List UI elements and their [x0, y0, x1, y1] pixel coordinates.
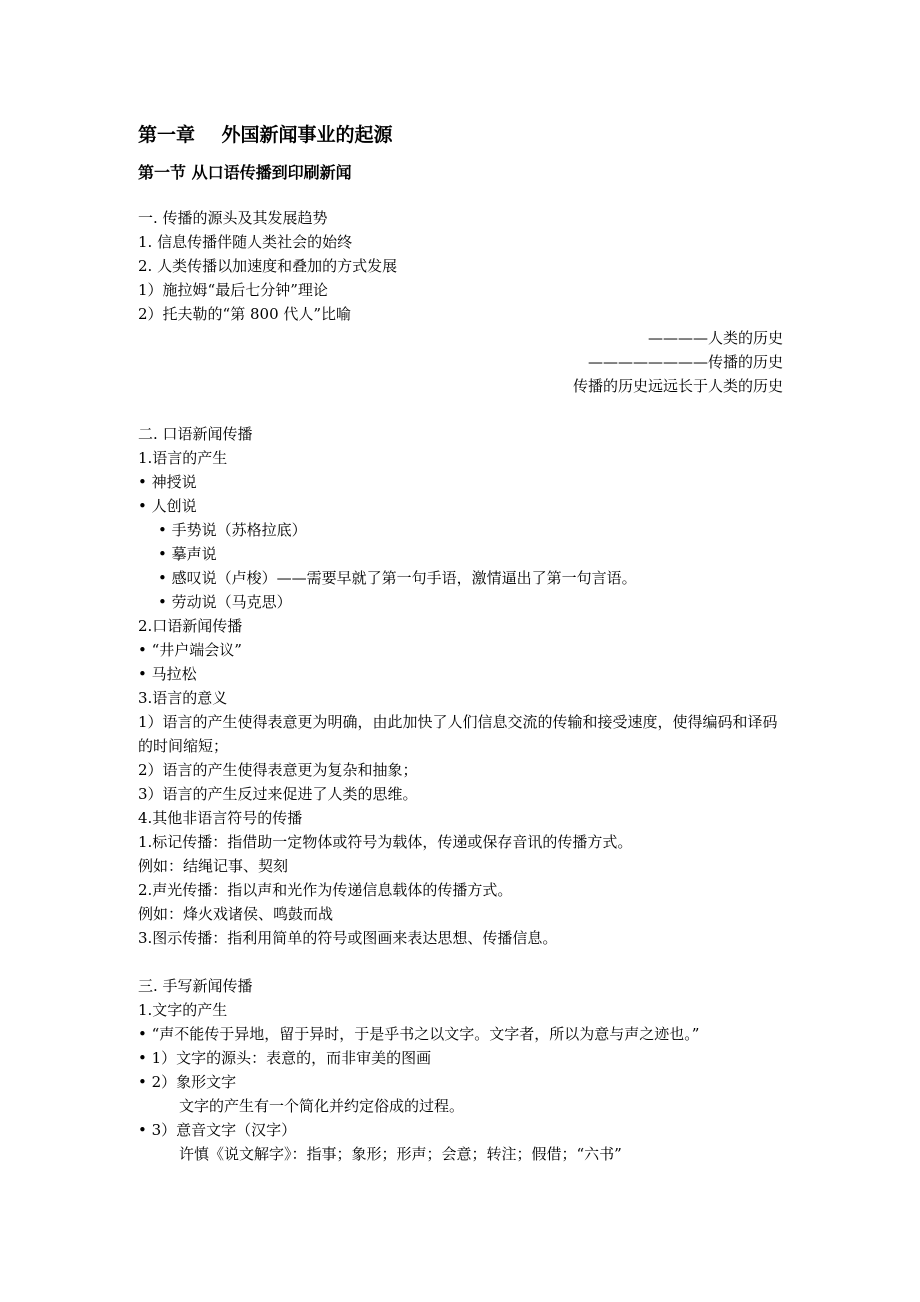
- mark-transmission: 1.标记传播：指借助一定物体或符号为载体，传递或保存音讯的传播方式。: [138, 833, 633, 851]
- bullet-origin: • 1）文字的源头：表意的，而非审美的图画: [138, 1049, 432, 1067]
- bullet-human: • 人创说: [138, 497, 197, 515]
- part1-line-4: 2）托夫勒的“第 800 代人”比喻: [138, 305, 352, 323]
- sub-bullet-labor: • 劳动说（马克思）: [158, 593, 292, 611]
- meaning-1: 1）语言的产生使得表意更为明确，由此加快了人们信息交流的传输和接受速度，使得编码和译码的时间缩短；: [138, 713, 778, 755]
- document-page: [138, 120, 783, 1166]
- sub-bullet-gesture: • 手势说（苏格拉底）: [158, 521, 307, 539]
- part1-line-2: 2. 人类传播以加速度和叠加的方式发展: [138, 257, 398, 275]
- part1-line-3: 1）施拉姆“最后七分钟”理论: [138, 281, 328, 299]
- mark-example: 例如：结绳记事、契刻: [138, 857, 289, 875]
- part2-sub2: 2.口语新闻传播: [138, 617, 243, 635]
- sub-bullet-exclamation: • 感叹说（卢梭）——需要早就了第一句手语，激情逼出了第一句言语。: [158, 569, 637, 587]
- part2-sub3: 3.语言的意义: [138, 689, 228, 707]
- logograph-note: 许慎《说文解字》：指事；象形；形声；会意；转注；假借；“六书”: [179, 1145, 622, 1163]
- bullet-divine: • 神授说: [138, 473, 197, 491]
- part2-heading: 二. 口语新闻传播: [138, 425, 253, 443]
- part1-line-1: 1. 信息传播伴随人类社会的始终: [138, 233, 353, 251]
- graphic-transmission: 3.图示传播：指利用简单的符号或图画来表达思想、传播信息。: [138, 929, 558, 947]
- section-title: 第一节 从口语传播到印刷新闻: [138, 163, 352, 182]
- bullet-marathon: • 马拉松: [138, 665, 197, 683]
- bullet-logograph: • 3）意音文字（汉字）: [138, 1121, 297, 1139]
- right-line-1: ————人类的历史: [647, 329, 783, 347]
- spacer: [138, 950, 783, 974]
- bullet-well: • “井户端会议”: [138, 641, 242, 659]
- part3-sub1: 1.文字的产生: [138, 1001, 228, 1019]
- part3-heading: 三. 手写新闻传播: [138, 977, 253, 995]
- right-line-3: 传播的历史远远长于人类的历史: [572, 377, 783, 395]
- pictograph-note: 文字的产生有一个简化并约定俗成的过程。: [179, 1097, 465, 1115]
- sound-example: 例如：烽火戏诸侯、鸣鼓而战: [138, 905, 334, 923]
- part2-sub4: 4.其他非语言符号的传播: [138, 809, 303, 827]
- right-line-2: ————————传播的历史: [587, 353, 783, 371]
- meaning-3: 3）语言的产生反过来促进了人类的思维。: [138, 785, 418, 803]
- quote-bullet: • “声不能传于异地，留于异时，于是乎书之以文字。文字者，所以为意与声之迹也。”: [138, 1025, 700, 1043]
- meaning-2: 2）语言的产生使得表意更为复杂和抽象；: [138, 761, 418, 779]
- spacer: [138, 398, 783, 422]
- sound-light-transmission: 2.声光传播：指以声和光作为传递信息载体的传播方式。: [138, 881, 513, 899]
- part1-heading: 一. 传播的源头及其发展趋势: [138, 209, 328, 227]
- part2-sub1: 1.语言的产生: [138, 449, 228, 467]
- sub-bullet-imitation: • 摹声说: [158, 545, 217, 563]
- bullet-pictograph: • 2）象形文字: [138, 1073, 237, 1091]
- chapter-title: 第一章 外国新闻事业的起源: [138, 124, 393, 146]
